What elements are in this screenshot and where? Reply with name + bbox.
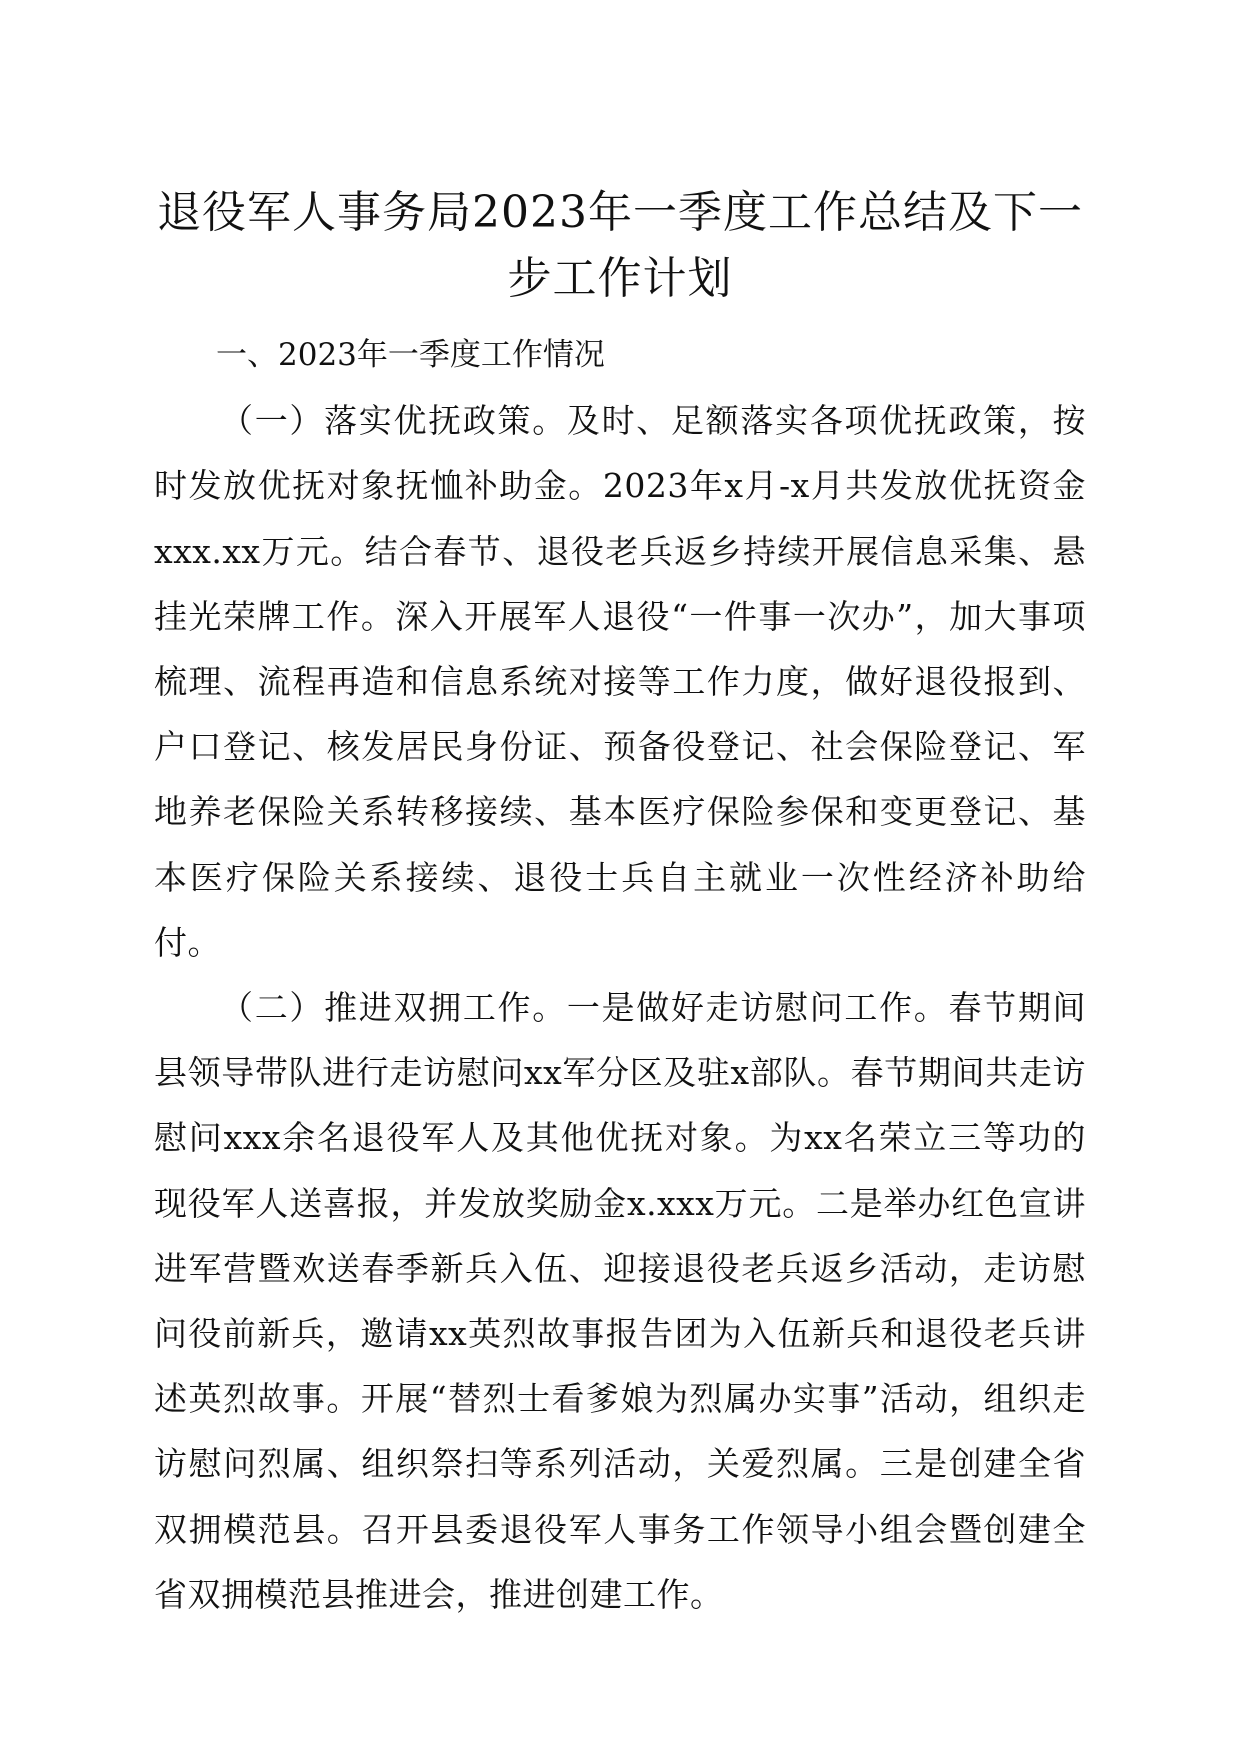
paragraph-double-support-work: （二）推进双拥工作。一是做好走访慰问工作。春节期间县领导带队进行走访慰问xx军分区及驻x部队。春节期间共走访慰问xxx余名退役军人及其他优抚对象。为xx名荣立三等功的现役军人送喜报，并发放奖励金x.xxx万元。二是举办红色宣讲进军营暨欢送春季新兵入伍、迎接退役老兵返乡活动，走访慰问役前新兵，邀请xx英烈故事报告团为入伍新兵和退役老兵讲述英烈故事。开展“替烈士看爹娘为烈属办实事”活动，组织走访慰问烈属、组织祭扫等系列活动，关爱烈属。三是创建全省双拥模范县。召开县委退役军人事务工作领导小组会暨创建全省双拥模范县推进会，推进创建工作。	[154, 988, 1086, 1614]
paragraph-implement-policies: （一）落实优抚政策。及时、足额落实各项优抚政策，按时发放优抚对象抚恤补助金。2023年x月-x月共发放优抚资金xxx.xx万元。结合春节、退役老兵返乡持续开展信息采集、悬挂光荣牌工作。深入开展军人退役“一件事一次办”，加大事项梳理、流程再造和信息系统对接等工作力度，做好退役报到、户口登记、核发居民身份证、预备役登记、社会保险登记、军地养老保险关系转移接续、基本医疗保险参保和变更登记、基本医疗保险关系接续、退役士兵自主就业一次性经济补助给付。	[154, 401, 1086, 962]
document-body	[154, 323, 1086, 1627]
document-title: 退役军人事务局2023年一季度工作总结及下一步工作计划	[157, 187, 1083, 304]
section-heading: 一、2023年一季度工作情况	[216, 337, 605, 373]
